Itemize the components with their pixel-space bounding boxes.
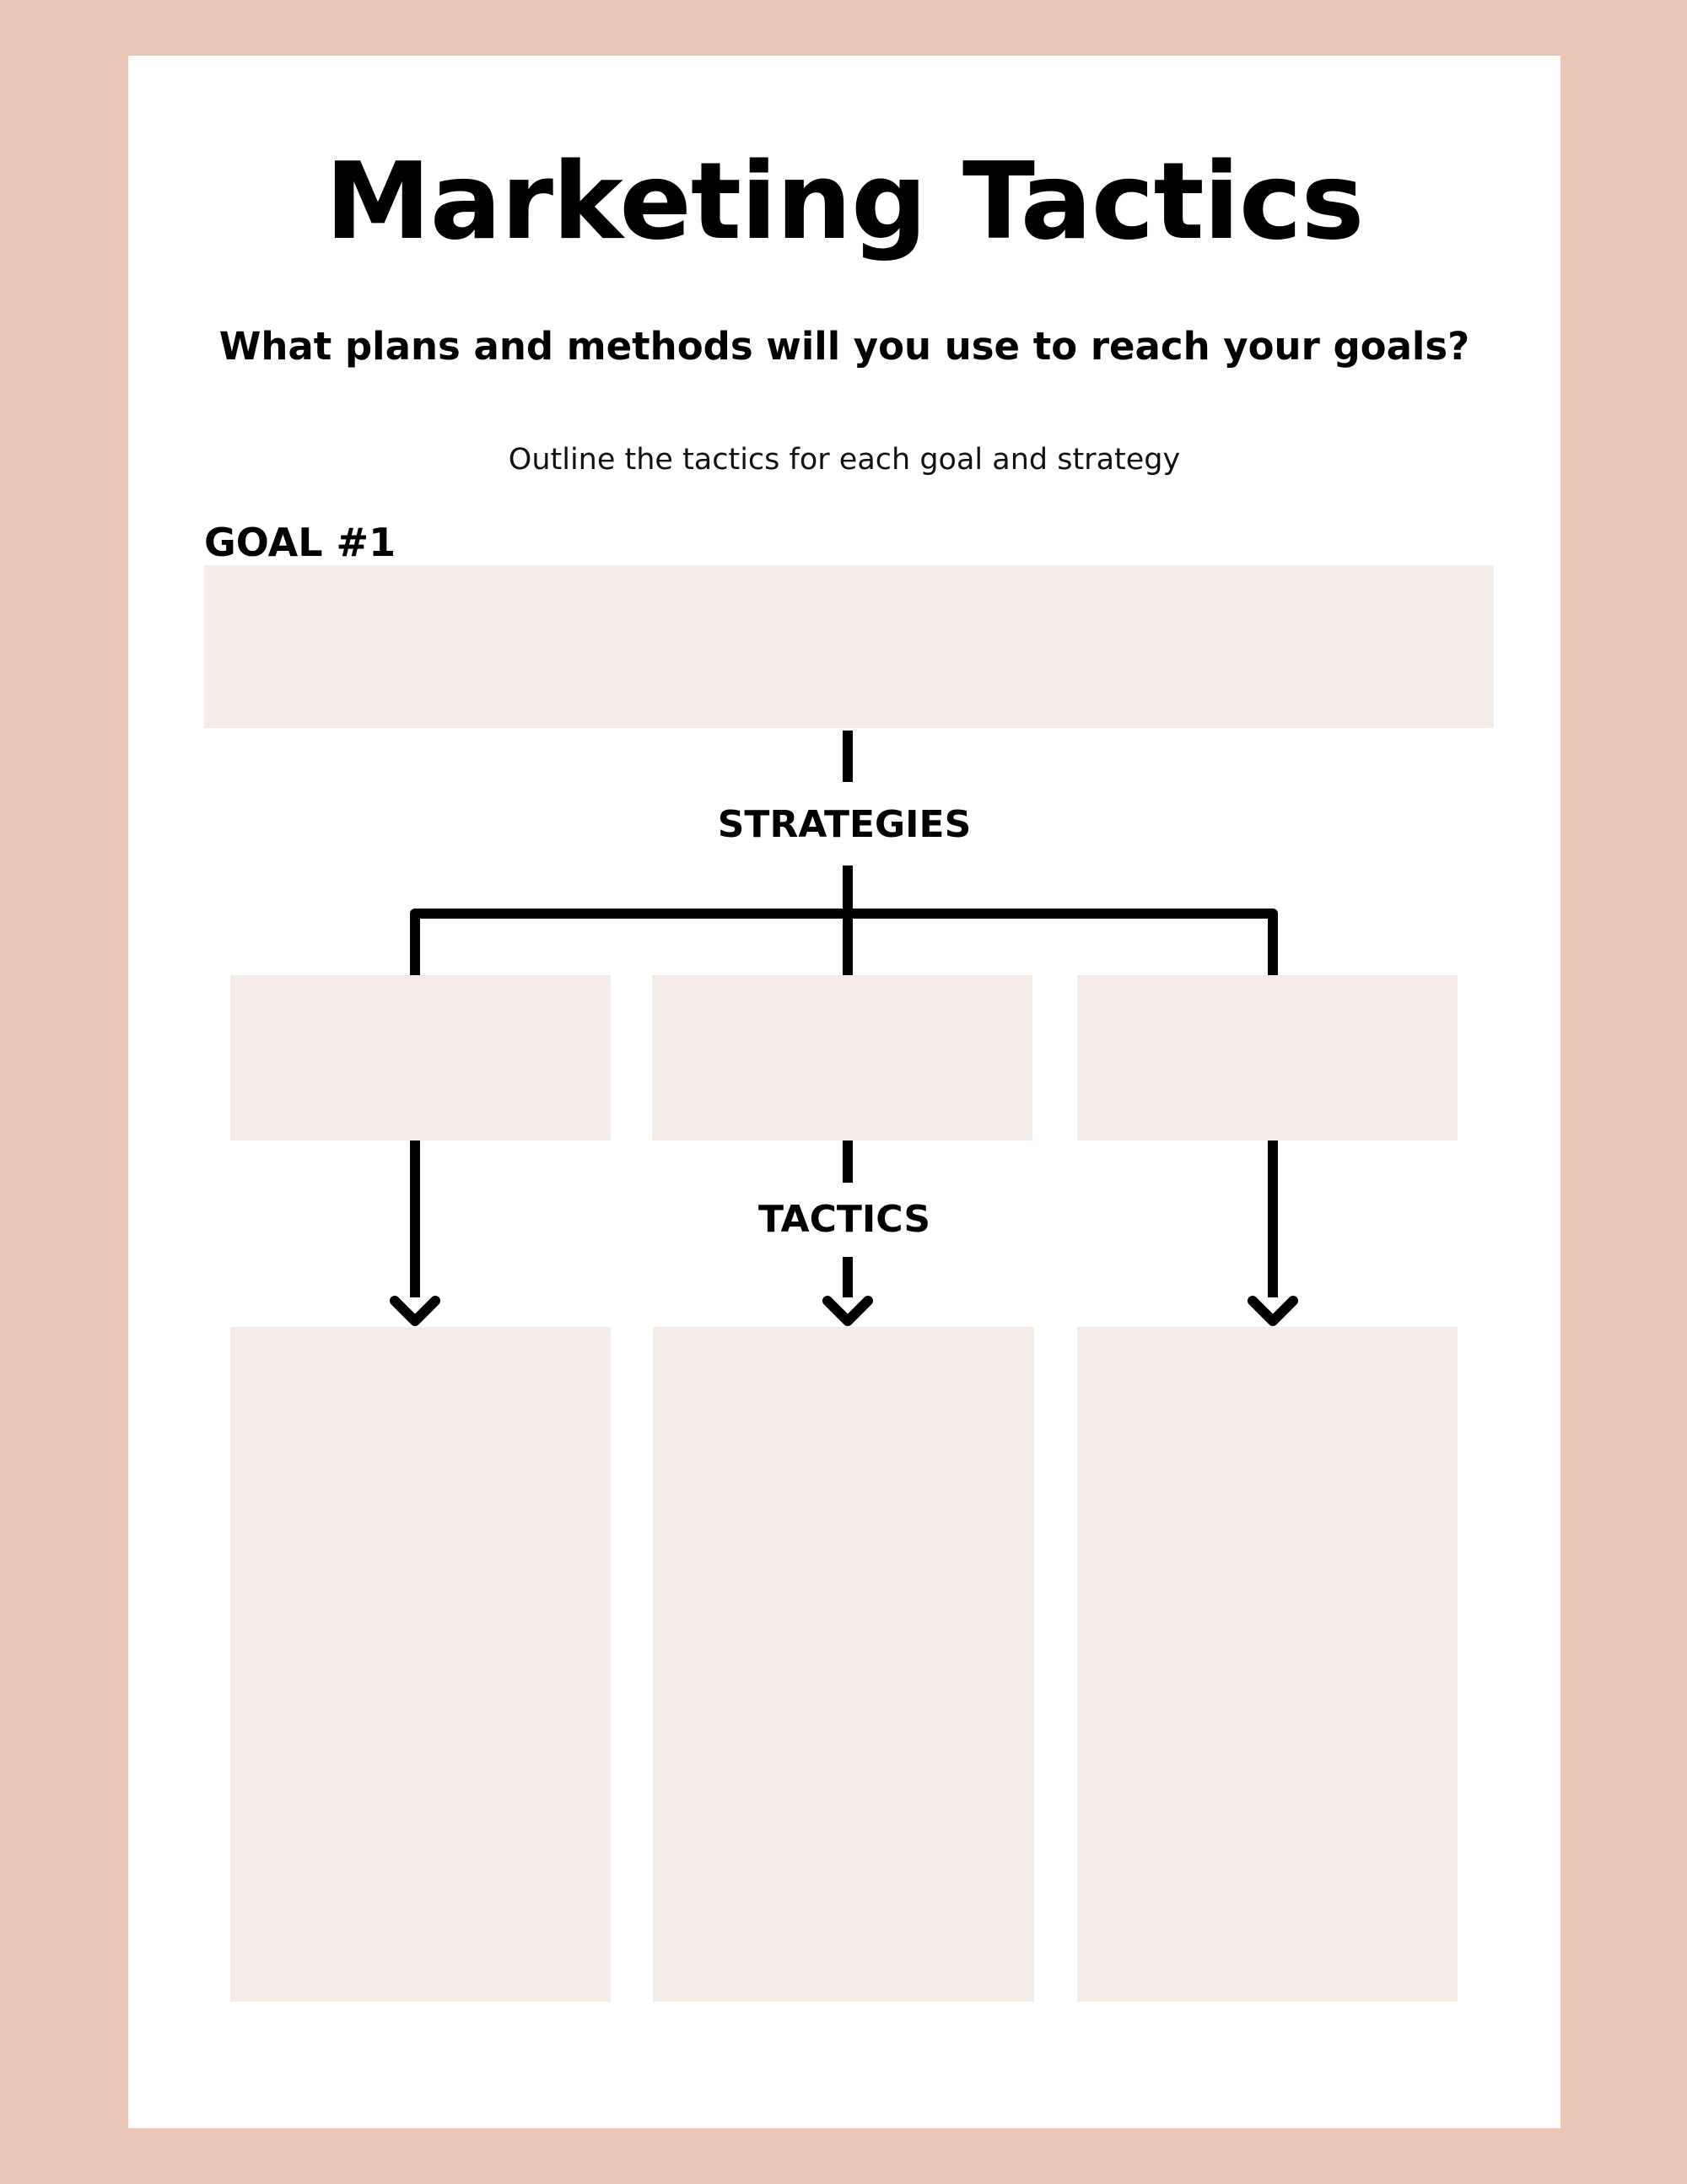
tactic-2-box[interactable] bbox=[653, 1327, 1034, 2002]
instructions-text: Outline the tactics for each goal and strategy bbox=[508, 443, 1181, 477]
page-subtitle: What plans and methods will you use to reach your goals? bbox=[218, 324, 1470, 369]
strategy-1-box[interactable] bbox=[230, 975, 611, 1141]
tactic-1-arrow-head bbox=[395, 1301, 435, 1321]
tactic-3-arrow-head bbox=[1253, 1301, 1293, 1321]
goal-label: GOAL #1 bbox=[204, 520, 396, 565]
goal-input-box[interactable] bbox=[204, 565, 1494, 728]
tactic-1-box[interactable] bbox=[230, 1327, 611, 2002]
strategy-2-box[interactable] bbox=[652, 975, 1032, 1141]
strategies-label: STRATEGIES bbox=[717, 803, 972, 846]
page-title: Marketing Tactics bbox=[325, 139, 1364, 263]
tactic-3-box[interactable] bbox=[1077, 1327, 1458, 2002]
tactic-2-arrow-head bbox=[827, 1301, 868, 1321]
tactics-label: TACTICS bbox=[757, 1198, 931, 1241]
worksheet-page bbox=[128, 56, 1560, 2128]
strategy-3-box[interactable] bbox=[1077, 975, 1458, 1141]
